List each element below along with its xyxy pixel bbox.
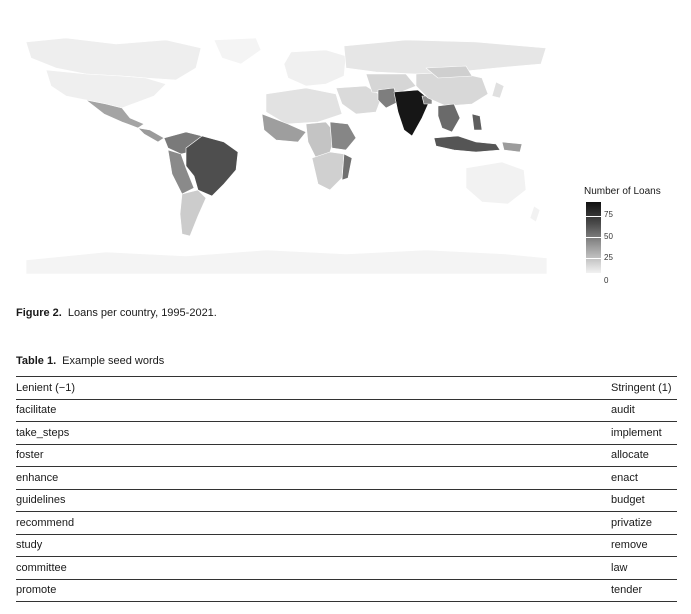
figure-label: Figure 2.	[16, 307, 62, 319]
world-choropleth-map	[26, 38, 547, 274]
stringent-word	[328, 444, 677, 467]
map-argentina	[180, 190, 206, 236]
header-stringent	[328, 377, 677, 400]
table-header-row	[16, 377, 677, 400]
map-central-america	[138, 128, 164, 142]
legend-tickmark	[586, 216, 601, 217]
header-stringent-text: Stringent (1)	[611, 381, 672, 394]
stringent-word	[328, 557, 677, 580]
map-southern-africa	[312, 152, 344, 190]
legend-tickmark	[586, 258, 601, 259]
table-row	[16, 489, 677, 512]
map-legend	[584, 186, 689, 286]
map-philippines	[472, 114, 482, 130]
table-row	[16, 467, 677, 490]
stringent-word	[328, 467, 677, 490]
stringent-word-text: audit	[611, 404, 635, 417]
table-row	[16, 422, 677, 445]
map-indochina	[438, 104, 460, 132]
stringent-word	[328, 489, 677, 512]
stringent-word-text: allocate	[611, 449, 649, 462]
legend-tick-label: 0	[604, 276, 609, 285]
map-north-africa	[266, 88, 342, 124]
lenient-word: take_steps	[16, 422, 328, 445]
lenient-word: promote	[16, 579, 328, 602]
map-mozambique-madagascar	[342, 154, 352, 180]
map-japan	[492, 82, 504, 98]
table-row	[16, 512, 677, 535]
legend-tick-label: 25	[604, 253, 613, 262]
legend-tick-label: 50	[604, 232, 613, 241]
lenient-word: guidelines	[16, 489, 328, 512]
stringent-word-text: privatize	[611, 516, 652, 529]
lenient-word: committee	[16, 557, 328, 580]
stringent-word	[328, 534, 677, 557]
table-row	[16, 579, 677, 602]
map-antarctica	[26, 250, 547, 274]
lenient-word: study	[16, 534, 328, 557]
map-australia	[466, 162, 526, 204]
figure-caption	[16, 307, 217, 319]
stringent-word-text: remove	[611, 539, 648, 552]
header-lenient: Lenient (−1)	[16, 377, 328, 400]
lenient-word: enhance	[16, 467, 328, 490]
lenient-word: facilitate	[16, 399, 328, 422]
map-europe	[284, 50, 346, 86]
lenient-word: recommend	[16, 512, 328, 535]
table-row	[16, 534, 677, 557]
lenient-word: foster	[16, 444, 328, 467]
map-indonesia	[434, 136, 500, 152]
legend-title: Number of Loans	[584, 186, 661, 197]
map-greenland	[214, 38, 261, 64]
legend-tick-label: 75	[604, 210, 613, 219]
stringent-word	[328, 512, 677, 535]
seed-words-table	[16, 376, 677, 602]
stringent-word-text: enact	[611, 471, 638, 484]
stringent-word	[328, 422, 677, 445]
stringent-word	[328, 399, 677, 422]
map-svg	[26, 38, 547, 274]
stringent-word	[328, 579, 677, 602]
stringent-word-text: implement	[611, 426, 662, 439]
table-row	[16, 399, 677, 422]
stringent-word-text: law	[611, 561, 628, 574]
map-new-zealand	[530, 206, 540, 222]
table-caption	[16, 355, 164, 367]
table-caption-text: Example seed words	[62, 355, 165, 367]
stringent-word-text: budget	[611, 494, 645, 507]
stringent-word-text: tender	[611, 584, 643, 597]
table-row	[16, 557, 677, 580]
table-row	[16, 444, 677, 467]
map-east-africa	[330, 122, 356, 150]
legend-tickmark	[586, 237, 601, 238]
table-label: Table 1.	[16, 355, 57, 367]
map-png	[502, 142, 522, 152]
figure-caption-text: Loans per country, 1995-2021.	[67, 307, 217, 319]
